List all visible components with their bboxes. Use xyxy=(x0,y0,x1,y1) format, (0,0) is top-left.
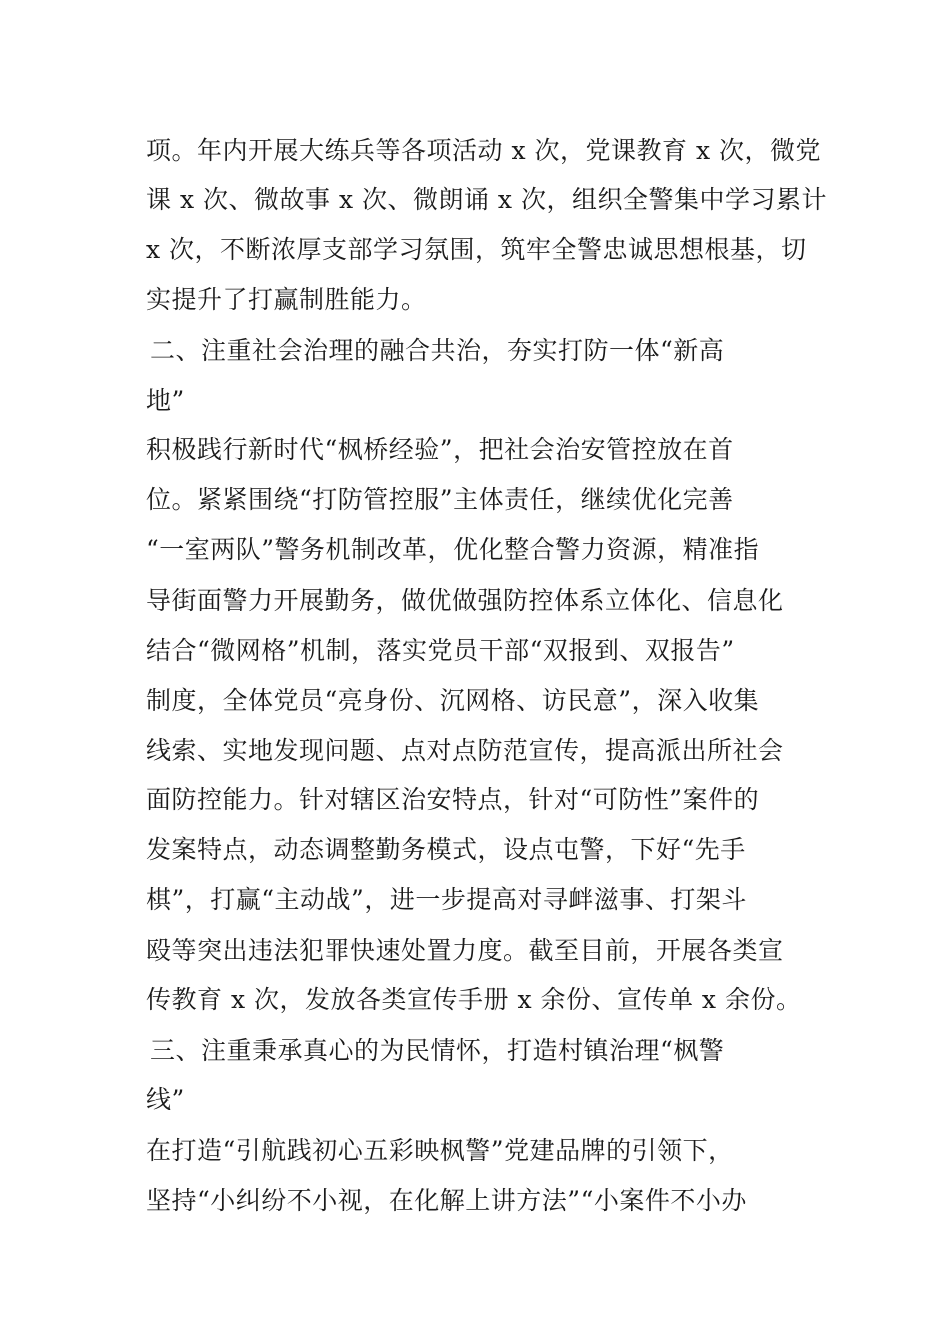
paragraph-line: 坚持“小纠纷不小视，在化解上讲方法”“小案件不小办 xyxy=(146,1186,747,1215)
text-line: 项。年内开展大练兵等各项活动 x 次，党课教育 x 次，微党 xyxy=(146,136,821,165)
paragraph-line: 殴等突出违法犯罪快速处置力度。截至目前，开展各类宣 xyxy=(146,936,784,965)
paragraph-line: 导街面警力开展勤务，做优做强防控体系立体化、信息化 xyxy=(146,586,784,615)
paragraph-line: 在打造“引航践初心五彩映枫警”党建品牌的引领下， xyxy=(146,1136,734,1165)
paragraph-line: 面防控能力。针对辖区治安特点，针对“可防性”案件的 xyxy=(146,785,760,814)
section-heading-line: 地” xyxy=(146,386,185,415)
paragraph-line: 传教育 x 次，发放各类宣传手册 x 余份、宣传单 x 余份。 xyxy=(146,985,802,1014)
text-line: 实提升了打赢制胜能力。 xyxy=(146,285,427,314)
paragraph-line: 发案特点，动态调整勤务模式，设点屯警，下好“先手 xyxy=(146,835,746,864)
paragraph-line: 制度，全体党员“亮身份、沉网格、访民意”，深入收集 xyxy=(146,686,760,715)
text-line: x 次，不断浓厚支部学习氛围，筑牢全警忠诚思想根基，切 xyxy=(146,235,807,264)
paragraph-line: “一室两队”警务机制改革，优化整合警力资源，精准指 xyxy=(146,535,760,564)
paragraph-line: 结合“微网格”机制，落实党员干部“双报到、双报告” xyxy=(146,636,735,665)
paragraph-line: 线索、实地发现问题、点对点防范宣传，提高派出所社会 xyxy=(146,736,784,765)
section-heading-line: 线” xyxy=(146,1085,185,1114)
text-line: 课 x 次、微故事 x 次、微朗诵 x 次，组织全警集中学习累计 xyxy=(146,185,827,214)
section-heading-line: 二、注重社会治理的融合共治，夯实打防一体“新高 xyxy=(150,336,725,365)
paragraph-line: 积极践行新时代“枫桥经验”，把社会治安管控放在首 xyxy=(146,435,734,464)
paragraph-line: 位。紧紧围绕“打防管控服”主体责任，继续优化完善 xyxy=(146,485,734,514)
paragraph-line: 棋”，打赢“主动战”，进一步提高对寻衅滋事、打架斗 xyxy=(146,885,747,914)
section-heading-line: 三、注重秉承真心的为民情怀，打造村镇治理“枫警 xyxy=(150,1036,725,1065)
